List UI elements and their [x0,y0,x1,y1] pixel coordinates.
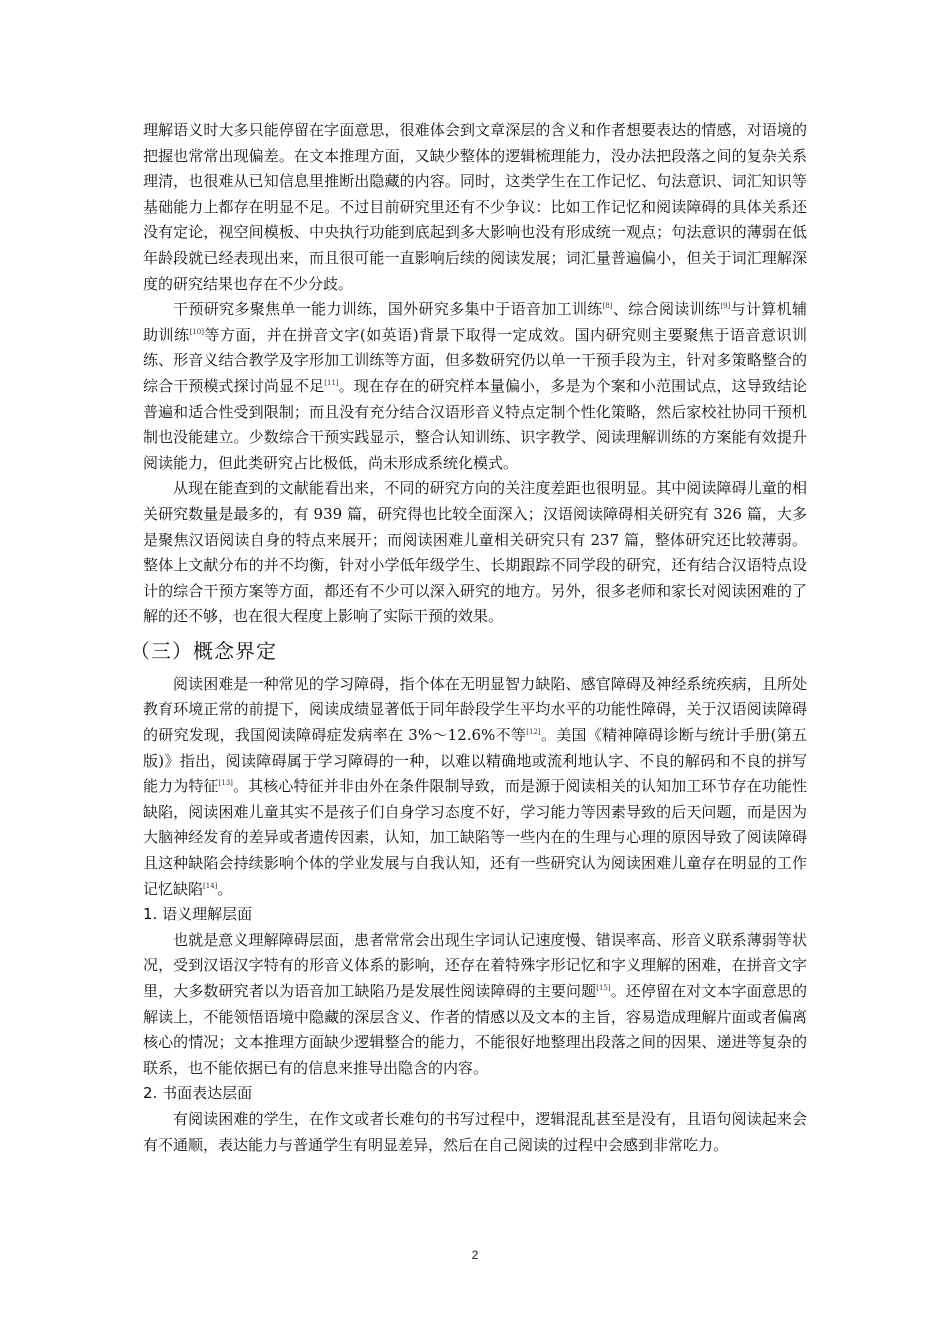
text-run: 等方面，并在拼音文字(如英语)背景下取得一定成效。国内研究则主要聚焦于语音意识训练、形音义结合教学及字形加工训练等方面，但多数研究仍以单一干预手段为主，针对多策略整合的综合干预模式探讨尚显不足 [143,325,807,395]
paragraph: 理解语义时大多只能停留在字面意思，很难体会到文章深层的含义和作者想要表达的情感，对语境的把握也常常出现偏差。在文本推理方面，又缺少整体的逻辑梳理能力，没办法把段落之间的复杂关系理清，也很难从已知信息里推断出隐藏的内容。同时，这类学生在工作记忆、句法意识、词汇知识等基础能力上都存在明显不足。不过目前研究里还有不少争议：比如工作记忆和阅读障碍的具体关系还没有定论，视空间模板、中央执行功能到底起到多大影响也没有形成统一观点；句法意识的薄弱在低年龄段就已经表现出来，而且很可能一直影响后续的阅读发展；词汇量普遍偏小，但关于词汇理解深度的研究结果也存在不少分歧。 [143,121,807,293]
citation[interactable]: [14] [203,881,218,890]
text-run: 与计算机辅助训练 [143,300,807,344]
citation[interactable]: [12] [526,728,541,737]
paragraph: 从现在能查到的文献能看出来，不同的研究方向的关注度差距也很明显。其中阅读障碍儿童的相关研究数量是最多的，有 939 篇，研究得也比较全面深入；汉语阅读障碍相关研究有 326 篇，大多是聚焦汉语阅读自身的特点来展开；而阅读困难儿童相关研究只有 237 篇，整体研究还比较薄弱。整体上文献分布的并不均衡，针对小学低年级学生、长期跟踪不同学段的研究，还有结合汉语特点设计的综合干预方案等方面，都还有不少可以深入研究的地方。另外，很多老师和家长对阅读困难的了解的还不够，也在很大程度上影响了实际干预的效果。 [143,479,807,626]
paragraph: 有阅读困难的学生，在作文或者长难句的书写过程中，逻辑混乱甚至是没有，且语句阅读起来会有不通顺，表达能力与普通学生有明显差异，然后在自己阅读的过程中会感到非常吃力。 [143,1109,807,1154]
page-body [130,118,808,1158]
paragraph [143,297,807,476]
citation[interactable]: [9] [720,302,731,311]
citation[interactable]: [8] [602,302,613,311]
text-run: 。还停留在对文本字面意思的解读上，不能领悟语境中隐藏的深层含义、作者的情感以及文本的主旨，容易造成理解片面或者偏离核心的情况；文本推理方面缺少逻辑整合的能力，不能很好地整理出段落之间的因果、递进等复杂的联系，也不能依据已有的信息来推导出隐含的内容。 [143,982,807,1077]
paragraph [143,672,807,902]
citation[interactable]: [13] [218,779,233,788]
citation[interactable]: [11] [324,378,339,387]
section-heading: （三）概念界定 [130,638,277,663]
text-run: 、综合阅读训练 [612,300,721,319]
citation[interactable]: [15] [596,984,611,992]
paragraph [143,928,807,1082]
text-run: 。现在存在的研究样本量偏小，多是为个案和小范围试点，这导致结论普遍和适合性受到限制；而且没有充分结合汉语形音义特点定制个性化策略，然后家校社协同干预机制也没能建立。少数综合干预实践显示，整合认知训练、识字教学、阅读理解训练的方案能有效提升阅读能力，但此类研究占比极低，尚未形成系统化模式。 [143,376,807,472]
page-number: 2 [471,1248,479,1262]
text-run: 阅读困难是一种常见的学习障碍，指个体在无明显智力缺陷、感官障碍及神经系统疾病，且所处教育环境正常的前提下，阅读成绩显著低于同年龄段学生平均水平的功能性障碍，关于汉语阅读障碍的研究发现，我国阅读障碍症发病率在 3%～12.6%不等 [143,674,807,745]
text-run: 。其核心特征并非由外在条件限制导致，而是源于阅读相关的认知加工环节存在功能性缺陷，阅读困难儿童其实不是孩子们自身学习态度不好，学习能力等因素导致的后天问题，而是因为大脑神经发育的差异或者遗传因素，认知，加工缺陷等一些内在的生理与心理的原因导致了阅读障碍且这种缺陷会持续影响个体的学业发展与自我认知，还有一些研究认为阅读困难儿童存在明显的工作记忆缺陷 [143,777,807,898]
subsection-heading: 2. 书面表达层面 [143,1084,253,1103]
text-run: 。 [217,879,233,898]
subsection-heading: 1. 语义理解层面 [143,905,253,924]
text-run: 干预研究多聚焦单一能力训练，国外研究多集中于语音加工训练 [173,300,603,319]
text-run: 也就是意义理解障碍层面，患者常常会出现生字词认记速度慢、错误率高、形音义联系薄弱等状况，受到汉语汉字特有的形音义体系的影响，还存在着特殊字形记忆和字义理解的困难，在拼音文字里，大多数研究者以为语音加工缺陷乃是发展性阅读障碍的主要问题 [143,930,807,1000]
citation[interactable]: [10] [189,327,204,336]
text-run: 。美国《精神障碍诊断与统计手册(第五版)》指出，阅读障碍属于学习障碍的一种，以难以精确地或流利地认字、不良的解码和不良的拼写能力为特征 [143,726,808,796]
